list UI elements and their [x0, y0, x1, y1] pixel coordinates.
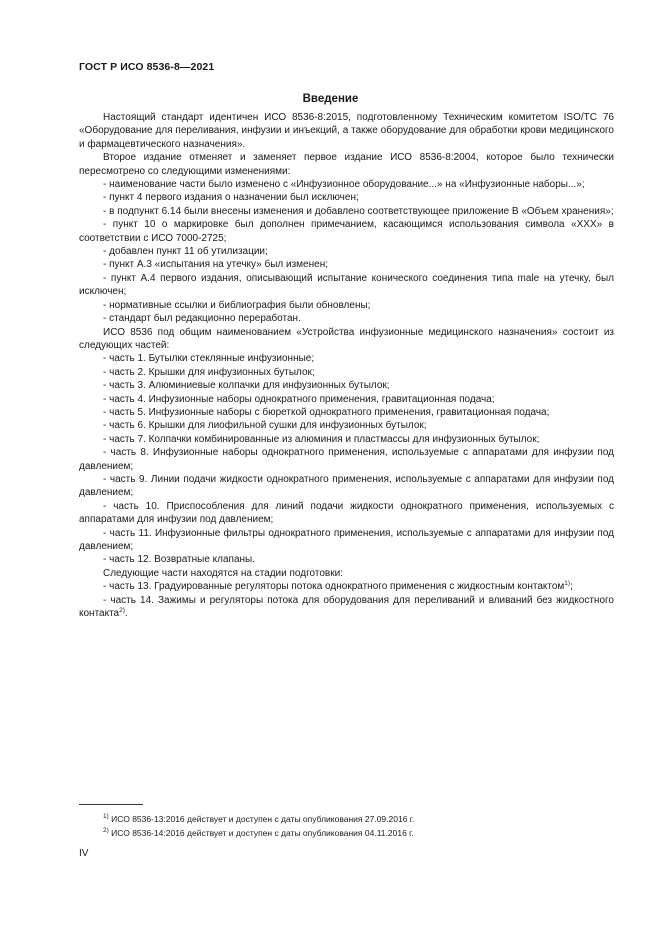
list-item-text: - часть 14. Зажимы и регуляторы потока для оборудования для переливаний и вливаний без жидкостного контакта [79, 594, 614, 620]
footnote-ref[interactable]: 1) [564, 580, 571, 588]
list-item [79, 594, 614, 621]
list-item: - часть 10. Приспособления для линий подачи жидкости однократного применения, используемых с аппаратами для инфузии под давлением; [79, 500, 614, 526]
list-item: - часть 4. Инфузионные наборы однократного применения, гравитационная подача; [103, 393, 495, 405]
list-item: - нормативные ссылки и библиография были обновлены; [103, 299, 371, 311]
footnote [103, 813, 414, 827]
list-item-text: - часть 13. Градуированные регуляторы потока однократного применения с жидкостным контактом [103, 581, 565, 593]
footnote-text: ИСО 8536-13:2016 действует и доступен с даты опубликования 27.09.2016 г. [111, 814, 415, 824]
document-body [79, 111, 614, 620]
paragraph: Следующие части находятся на стадии подготовки: [103, 567, 343, 579]
section-title: Введение [302, 93, 359, 105]
list-item-end: . [124, 608, 128, 620]
list-item: - пункт А.4 первого издания, описывающий испытание конического соединения типа male на утечку, был исключен; [79, 272, 614, 298]
list-item: - часть 9. Линии подачи жидкости однократного применения, используемые с аппаратами для инфузии под давлением; [79, 473, 614, 499]
list-item: - часть 5. Инфузионные наборы с бюреткой однократного применения, гравитационная подача; [103, 406, 550, 418]
list-item: - часть 2. Крышки для инфузионных бутылок; [103, 366, 315, 378]
paragraph: Настоящий стандарт идентичен ИСО 8536-8:2015, подготовленному Техническим комитетом ISO/TC 76 «Оборудование для переливания, инфузии и инъекций, а также оборудование для обработки крови медицинского и фармацевтического назначения». [79, 112, 614, 150]
page-number: IV [79, 848, 89, 859]
list-item: - добавлен пункт 11 об утилизации; [103, 246, 268, 258]
list-item: - часть 6. Крышки для лиофильной сушки для инфузионных бутылок; [103, 420, 427, 432]
list-item [79, 580, 614, 593]
list-item: - наименование части было изменено с «Инфузионное оборудование...» на «Инфузионные наборы...»; [103, 179, 585, 191]
document-header: ГОСТ Р ИСО 8536-8—2021 [79, 61, 215, 73]
list-item: - пункт А.3 «испытания на утечку» был изменен; [103, 259, 328, 271]
list-item: - стандарт был редакционно переработан. [103, 313, 301, 325]
footnote-divider [79, 804, 143, 805]
footnotes [103, 813, 414, 840]
list-item: - часть 12. Возвратные клапаны. [103, 554, 256, 566]
footnote-mark: 1) [103, 813, 109, 820]
list-item: - часть 1. Бутылки стеклянные инфузионные; [103, 353, 315, 365]
list-item: - пункт 4 первого издания о назначении был исключен; [103, 192, 359, 204]
list-item: - в подпункт 6.14 были внесены изменения и добавлено соответствующее приложение В «Объем хранения»; [103, 205, 614, 217]
paragraph: ИСО 8536 под общим наименованием «Устройства инфузионные медицинского назначения» состоит из следующих частей: [79, 326, 614, 351]
footnote-text: ИСО 8536-14:2016 действует и доступен с даты опубликования 04.11.2016 г. [111, 827, 414, 838]
list-item: - часть 7. Колпачки комбинированные из алюминия и пластмассы для инфузионных бутылок; [103, 433, 540, 445]
footnote-ref[interactable]: 2) [119, 607, 125, 615]
footnote-mark: 2) [103, 826, 109, 834]
paragraph: Второе издание отменяет и заменяет первое издание ИСО 8536-8:2004, которое было технически пересмотрено со следующими изменениями: [79, 152, 614, 177]
footnote [103, 827, 414, 841]
list-item: - часть 3. Алюминиевые колпачки для инфузионных бутылок; [103, 380, 390, 392]
list-item: - пункт 10 о маркировке был дополнен примечанием, касающимся использования символа «XXX» в соответствии с ИСО 7000-2725; [79, 219, 614, 244]
list-item-end: ; [570, 581, 573, 593]
list-item: - часть 11. Инфузионные фильтры однократного применения, используемые с аппаратами для инфузии под давлением; [79, 527, 614, 552]
list-item: - часть 8. Инфузионные наборы однократного применения, используемые с аппаратами для инфузии под давлением; [79, 447, 614, 472]
